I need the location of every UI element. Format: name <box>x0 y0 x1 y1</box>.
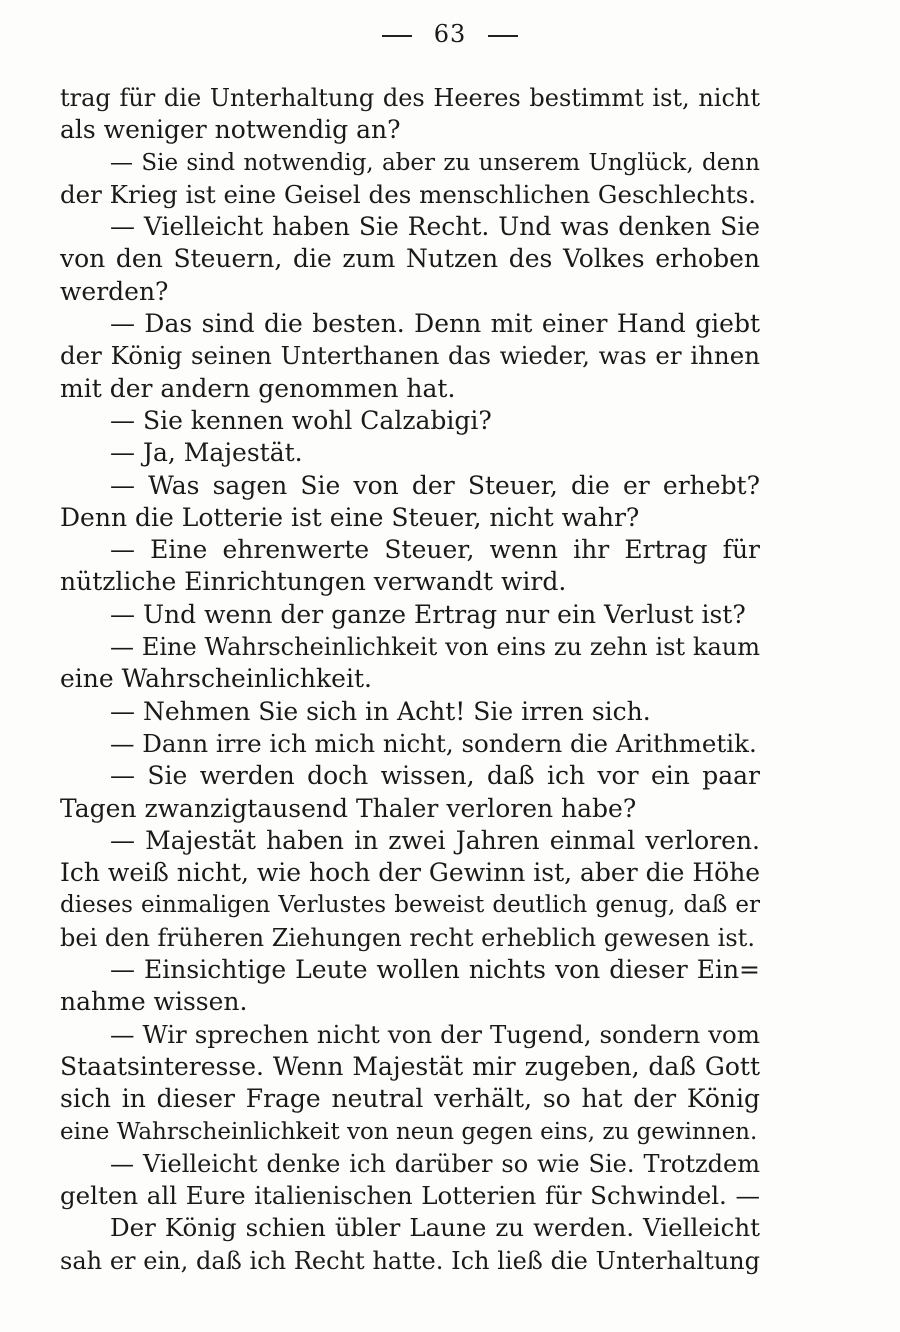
text-line: der Krieg ist eine Geisel des menschlichen Geschlechts. <box>60 179 757 209</box>
text-line: mit der andern genommen hat. <box>60 373 456 403</box>
text-line: — Wir sprechen nicht von der Tugend, sondern vom <box>110 1019 760 1049</box>
text-line: werden? <box>60 276 169 306</box>
header-dash-right <box>488 35 518 37</box>
text-line: — Vielleicht denke ich darüber so wie Sie. Trotzdem <box>110 1149 760 1178</box>
text-line: — Und wenn der ganze Ertrag nur ein Verlust ist? <box>110 599 746 629</box>
text-line: als weniger notwendig an? <box>60 115 401 145</box>
text-line: — Ja, Majestät. <box>110 438 303 468</box>
text-line: Staatsinteresse. Wenn Majestät mir zugeben, daß Gott <box>60 1051 760 1081</box>
header-dash-left <box>382 35 412 37</box>
text-line: Der König schien übler Laune zu werden. Vielleicht <box>110 1213 760 1243</box>
text-line: eine Wahrscheinlichkeit von neun gegen eins, zu gewinnen. <box>60 1118 758 1145</box>
text-line: nützliche Einrichtungen verwandt wird. <box>60 567 567 597</box>
text-line: — Nehmen Sie sich in Acht! Sie irren sich. <box>110 696 651 726</box>
text-line: — Dann irre ich mich nicht, sondern die Arithmetik. <box>110 728 757 758</box>
page-header <box>0 20 900 48</box>
text-line: von den Steuern, die zum Nutzen des Volkes erhoben <box>60 244 760 274</box>
text-line: gelten all Eure italienischen Lotterien für Schwindel. — <box>60 1181 760 1211</box>
text-line: — Vielleicht haben Sie Recht. Und was denken Sie <box>110 212 760 242</box>
text-line: Denn die Lotterie ist eine Steuer, nicht wahr? <box>60 502 640 532</box>
text-line: — Eine Wahrscheinlichkeit von eins zu zehn ist kaum <box>110 633 760 662</box>
text-line: trag für die Unterhaltung des Heeres bestimmt ist, nicht <box>60 84 760 112</box>
text-line: dieses einmaligen Verlustes beweist deutlich genug, daß er <box>60 892 760 919</box>
text-line: — Eine ehrenwerte Steuer, wenn ihr Ertrag für <box>110 535 760 565</box>
body-text <box>60 82 760 1277</box>
text-line: sich in dieser Frage neutral verhält, so hat der König <box>60 1084 760 1114</box>
text-line: bei den früheren Ziehungen recht erheblich gewesen ist. <box>60 923 755 952</box>
text-line: — Majestät haben in zwei Jahren einmal verloren. <box>110 825 760 855</box>
text-line: nahme wissen. <box>60 987 248 1017</box>
text-line: Tagen zwanzigtausend Thaler verloren habe? <box>60 793 637 823</box>
page-number: 63 <box>433 20 467 48</box>
text-line: — Sie kennen wohl Calzabigi? <box>110 405 492 435</box>
text-line: der König seinen Unterthanen das wieder, was er ihnen <box>60 341 760 371</box>
text-line: Ich weiß nicht, wie hoch der Gewinn ist, aber die Höhe <box>60 858 761 888</box>
text-line: eine Wahrscheinlichkeit. <box>60 664 372 694</box>
text-line: — Einsichtige Leute wollen nichts von dieser Ein= <box>110 955 760 985</box>
text-line: — Was sagen Sie von der Steuer, die er erhebt? <box>110 470 760 500</box>
text-line: — Das sind die besten. Denn mit einer Hand giebt <box>110 309 760 339</box>
text-line: sah er ein, daß ich Recht hatte. Ich ließ die Unterhaltung <box>60 1246 760 1275</box>
text-line: — Sie werden doch wissen, daß ich vor ein paar <box>110 761 760 791</box>
text-line: — Sie sind notwendig, aber zu unserem Unglück, denn <box>110 149 760 176</box>
